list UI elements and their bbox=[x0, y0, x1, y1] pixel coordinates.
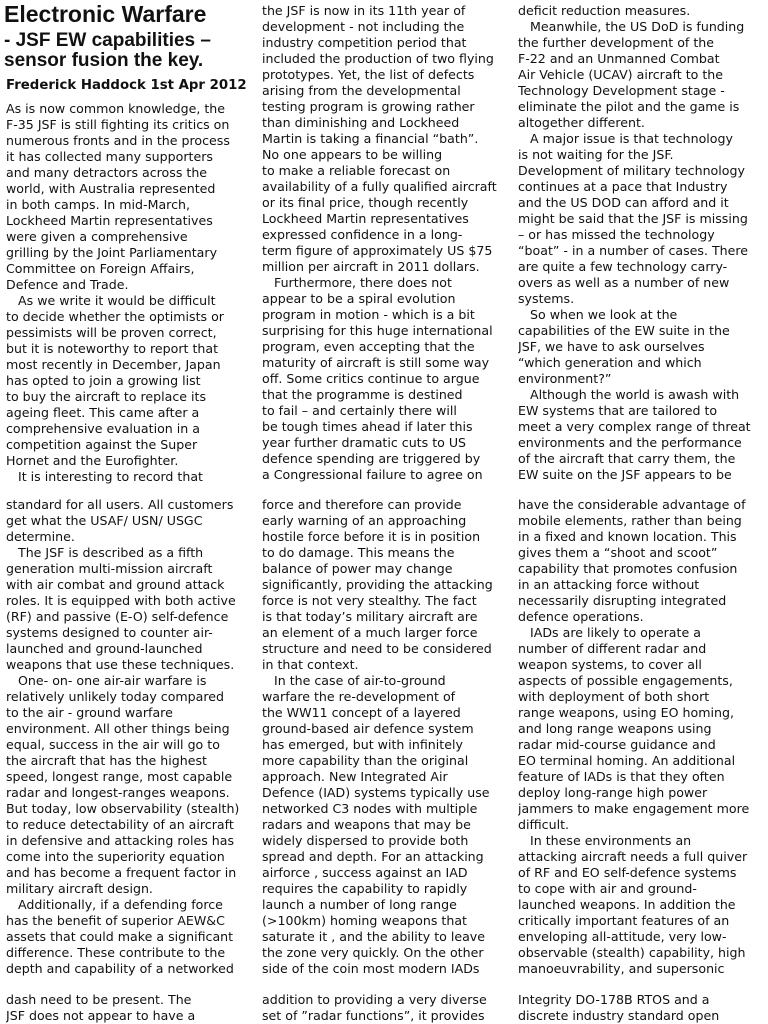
subtitle-line: - JSF EW capabilities – bbox=[4, 30, 211, 51]
text-line: a Congressional failure to agree on bbox=[262, 467, 483, 482]
text-line: launch a number of long range bbox=[262, 897, 457, 912]
text-line: world, with Australia represented bbox=[6, 181, 216, 196]
text-line: Defence (IAD) systems typically use bbox=[262, 785, 490, 800]
text-line: systems designed to counter air- bbox=[6, 625, 213, 640]
text-line: have the considerable advantage of bbox=[518, 497, 746, 512]
byline: Frederick Haddock 1st Apr 2012 bbox=[6, 78, 247, 93]
text-line: is that today’s military aircraft are bbox=[262, 609, 478, 624]
text-line: enveloping all-attitude, very low- bbox=[518, 929, 727, 944]
text-line: EO terminal homing. An additional bbox=[518, 753, 736, 768]
text-line: observable (stealth) capability, high bbox=[518, 945, 746, 960]
text-line: assets that could make a significant bbox=[6, 929, 234, 944]
text-line: come into the superiority equation bbox=[6, 849, 225, 864]
text-line: in a fixed and known location. This bbox=[518, 529, 737, 544]
text-line: of RF and EO self-defence systems bbox=[518, 865, 737, 880]
text-line: radar and longest-ranges weapons. bbox=[6, 785, 230, 800]
text-line: continues at a pace that Industry bbox=[518, 179, 728, 194]
text-line: Integrity DO-178B RTOS and a bbox=[518, 992, 710, 1007]
text-line: Although the world is awash with bbox=[518, 387, 740, 402]
text-line: airforce , success against an IAD bbox=[262, 865, 468, 880]
text-line: maturity of aircraft is still some way bbox=[262, 355, 490, 370]
text-line: F-22 and an Unmanned Combat bbox=[518, 51, 720, 66]
text-line: grilling by the Joint Parliamentary bbox=[6, 245, 218, 260]
subtitle-line: sensor fusion the key. bbox=[4, 50, 204, 71]
top-column-2 bbox=[262, 3, 507, 483]
text-line: that the programme is destined bbox=[262, 387, 463, 402]
text-line: expressed confidence in a long- bbox=[262, 227, 463, 242]
text-line: “boat” - in a number of cases. There bbox=[518, 243, 749, 258]
text-line: eliminate the pilot and the game is bbox=[518, 99, 740, 114]
text-line: equal, success in the air will go to bbox=[6, 737, 220, 752]
text-line: of the aircraft that carry them, the bbox=[518, 451, 736, 466]
text-line: Hornet and the Eurofighter. bbox=[6, 453, 179, 468]
text-line: industry competition period that bbox=[262, 35, 467, 50]
top-column-3 bbox=[518, 3, 763, 483]
top-column-1 bbox=[6, 101, 251, 485]
text-line: manoeuvrability, and supersonic bbox=[518, 961, 725, 976]
text-line: military aircraft design. bbox=[6, 881, 153, 896]
text-line: to decide whether the optimists or bbox=[6, 309, 224, 324]
text-line: and has become a frequent factor in bbox=[6, 865, 237, 880]
text-line: radars and weapons that may be bbox=[262, 817, 471, 832]
text-line: radar mid-course guidance and bbox=[518, 737, 716, 752]
text-line: relatively unlikely today compared bbox=[6, 689, 225, 704]
text-line: requires the capability to rapidly bbox=[262, 881, 468, 896]
text-line: It is interesting to record that bbox=[6, 469, 203, 484]
text-line: One- on- one air-air warfare is bbox=[6, 673, 207, 688]
text-line: the further development of the bbox=[518, 35, 715, 50]
text-line: in both camps. In mid-March, bbox=[6, 197, 190, 212]
text-line: capabilities of the EW suite in the bbox=[518, 323, 730, 338]
text-line: has emerged, but with infinitely bbox=[262, 737, 463, 752]
middle-column-1 bbox=[6, 497, 251, 977]
text-line: As is now common knowledge, the bbox=[6, 101, 226, 116]
text-line: But today, low observability (stealth) bbox=[6, 801, 240, 816]
text-line: aspects of possible engagements, bbox=[518, 673, 733, 688]
text-line: and the US DOD can afford and it bbox=[518, 195, 729, 210]
text-line: environments and the performance bbox=[518, 435, 742, 450]
text-line: deploy long-range high power bbox=[518, 785, 708, 800]
middle-column-2 bbox=[262, 497, 507, 977]
text-line: with deployment of both short bbox=[518, 689, 710, 704]
text-line: determine. bbox=[6, 529, 75, 544]
bottom-column-2 bbox=[262, 992, 507, 1024]
text-line: or its final price, though recently bbox=[262, 195, 469, 210]
text-line: Technology Development stage - bbox=[518, 83, 725, 98]
text-line: in an attacking force without bbox=[518, 577, 700, 592]
text-line: has the benefit of superior AEW&C bbox=[6, 913, 225, 928]
text-line: testing program is growing rather bbox=[262, 99, 475, 114]
text-line: pessimists will be proven correct, bbox=[6, 325, 217, 340]
text-line: number of different radar and bbox=[518, 641, 707, 656]
text-line: Lockheed Martin representatives bbox=[6, 213, 213, 228]
article-title: Electronic Warfare bbox=[4, 1, 207, 27]
text-line: Additionally, if a defending force bbox=[6, 897, 223, 912]
text-line: As we write it would be difficult bbox=[6, 293, 216, 308]
text-line: difficult. bbox=[518, 817, 570, 832]
text-line: force and therefore can provide bbox=[262, 497, 462, 512]
text-line: more capability than the original bbox=[262, 753, 469, 768]
text-line: widely dispersed to provide both bbox=[262, 833, 469, 848]
text-line: term figure of approximately US $75 bbox=[262, 243, 493, 258]
article-subtitle bbox=[4, 31, 254, 71]
text-line: to buy the aircraft to replace its bbox=[6, 389, 207, 404]
text-line: has opted to join a growing list bbox=[6, 373, 201, 388]
text-line: arising from the developmental bbox=[262, 83, 461, 98]
text-line: Defence and Trade. bbox=[6, 277, 129, 292]
text-line: force is not very stealthy. The fact bbox=[262, 593, 477, 608]
text-line: to fail – and certainly there will bbox=[262, 403, 457, 418]
text-line: generation multi-mission aircraft bbox=[6, 561, 213, 576]
text-line: meet a very complex range of threat bbox=[518, 419, 751, 434]
text-line: availability of a fully qualified aircraft bbox=[262, 179, 497, 194]
text-line: set of ”radar functions”, it provides bbox=[262, 1008, 485, 1023]
text-line: defence operations. bbox=[518, 609, 644, 624]
text-line: altogether different. bbox=[518, 115, 645, 130]
text-line: were given a comprehensive bbox=[6, 229, 188, 244]
text-line: ageing fleet. This came after a bbox=[6, 405, 200, 420]
text-line: to make a reliable forecast on bbox=[262, 163, 451, 178]
text-line: included the production of two flying bbox=[262, 51, 494, 66]
text-line: So when we look at the bbox=[518, 307, 678, 322]
text-line: and long range weapons using bbox=[518, 721, 712, 736]
text-line: year further dramatic cuts to US bbox=[262, 435, 467, 450]
text-line: roles. It is equipped with both active bbox=[6, 593, 236, 608]
text-line: – or has missed the technology bbox=[518, 227, 715, 242]
text-line: Martin is taking a financial “bath”. bbox=[262, 131, 479, 146]
text-line: early warning of an approaching bbox=[262, 513, 467, 528]
text-line: saturate it , and the ability to leave bbox=[262, 929, 486, 944]
text-line: (>100km) homing weapons that bbox=[262, 913, 467, 928]
text-line: warfare the re-development of bbox=[262, 689, 456, 704]
text-line: Meanwhile, the US DoD is funding bbox=[518, 19, 745, 34]
text-line: Development of military technology bbox=[518, 163, 745, 178]
text-line: and many detractors across the bbox=[6, 165, 208, 180]
text-line: off. Some critics continue to argue bbox=[262, 371, 480, 386]
text-line: weapons that use these techniques. bbox=[6, 657, 235, 672]
text-line: EW systems that are tailored to bbox=[518, 403, 718, 418]
text-line: the WW11 concept of a layered bbox=[262, 705, 461, 720]
text-line: launched weapons. In addition the bbox=[518, 897, 736, 912]
text-line: feature of IADs is that they often bbox=[518, 769, 725, 784]
text-line: depth and capability of a networked bbox=[6, 961, 234, 976]
text-line: EW suite on the JSF appears to be bbox=[518, 467, 732, 482]
text-line: gives them a “shoot and scoot” bbox=[518, 545, 718, 560]
text-line: Air Vehicle (UCAV) aircraft to the bbox=[518, 67, 724, 82]
text-line: to cope with air and ground- bbox=[518, 881, 697, 896]
text-line: the JSF is now in its 11th year of bbox=[262, 3, 466, 18]
text-line: IADs are likely to operate a bbox=[518, 625, 701, 640]
text-line: side of the coin most modern IADs bbox=[262, 961, 480, 976]
text-line: to the air - ground warfare bbox=[6, 705, 173, 720]
text-line: appear to be a spiral evolution bbox=[262, 291, 456, 306]
text-line: discrete industry standard open bbox=[518, 1008, 720, 1023]
text-line: most recently in December, Japan bbox=[6, 357, 221, 372]
text-line: spread and depth. For an attacking bbox=[262, 849, 484, 864]
text-line: prototypes. Yet, the list of defects bbox=[262, 67, 475, 82]
text-line: necessarily disrupting integrated bbox=[518, 593, 727, 608]
text-line: than diminishing and Lockheed bbox=[262, 115, 460, 130]
text-line: get what the USAF/ USN/ USGC bbox=[6, 513, 203, 528]
bottom-column-1 bbox=[6, 992, 251, 1024]
text-line: weapon systems, to cover all bbox=[518, 657, 702, 672]
text-line: dash need to be present. The bbox=[6, 992, 192, 1007]
text-line: the zone very quickly. On the other bbox=[262, 945, 484, 960]
text-line: an element of a much larger force bbox=[262, 625, 478, 640]
middle-column-3 bbox=[518, 497, 763, 977]
text-line: critically important features of an bbox=[518, 913, 730, 928]
text-line: comprehensive evaluation in a bbox=[6, 421, 200, 436]
text-line: ground-based air defence system bbox=[262, 721, 474, 736]
text-line: environment?” bbox=[518, 371, 612, 386]
text-line: The JSF is described as a fifth bbox=[6, 545, 204, 560]
text-line: No one appears to be willing bbox=[262, 147, 443, 162]
text-line: to reduce detectability of an aircraft bbox=[6, 817, 234, 832]
text-line: Furthermore, there does not bbox=[262, 275, 452, 290]
text-line: competition against the Super bbox=[6, 437, 198, 452]
text-line: addition to providing a very diverse bbox=[262, 992, 487, 1007]
text-line: A major issue is that technology bbox=[518, 131, 733, 146]
text-line: speed, longest range, most capable bbox=[6, 769, 233, 784]
text-line: In the case of air-to-ground bbox=[262, 673, 446, 688]
text-line: but it is noteworthy to report that bbox=[6, 341, 219, 356]
text-line: launched and ground-launched bbox=[6, 641, 203, 656]
text-line: networked C3 nodes with multiple bbox=[262, 801, 478, 816]
text-line: balance of power may change bbox=[262, 561, 453, 576]
text-line: structure and need to be considered bbox=[262, 641, 492, 656]
text-line: In these environments an bbox=[518, 833, 692, 848]
text-line: Committee on Foreign Affairs, bbox=[6, 261, 195, 276]
text-line: (RF) and passive (E-O) self-defence bbox=[6, 609, 229, 624]
text-line: are quite a few technology carry- bbox=[518, 259, 728, 274]
text-line: defence spending are triggered by bbox=[262, 451, 481, 466]
text-line: it has collected many supporters bbox=[6, 149, 213, 164]
text-line: standard for all users. All customers bbox=[6, 497, 234, 512]
text-line: difference. These contribute to the bbox=[6, 945, 226, 960]
text-line: surprising for this huge international bbox=[262, 323, 493, 338]
text-line: the aircraft that has the highest bbox=[6, 753, 207, 768]
text-line: range weapons, using EO homing, bbox=[518, 705, 734, 720]
text-line: F-35 JSF is still fighting its critics on bbox=[6, 117, 230, 132]
text-line: capability that promotes confusion bbox=[518, 561, 738, 576]
text-line: be tough times ahead if later this bbox=[262, 419, 473, 434]
text-line: might be said that the JSF is missing bbox=[518, 211, 748, 226]
text-line: environment. All other things being bbox=[6, 721, 230, 736]
text-line: development - not including the bbox=[262, 19, 465, 34]
text-line: hostile force before it is in position bbox=[262, 529, 481, 544]
text-line: systems. bbox=[518, 291, 575, 306]
text-line: with air combat and ground attack bbox=[6, 577, 225, 592]
bottom-column-3 bbox=[518, 992, 763, 1024]
text-line: in defensive and attacking roles has bbox=[6, 833, 235, 848]
text-line: significantly, providing the attacking bbox=[262, 577, 493, 592]
text-line: million per aircraft in 2011 dollars. bbox=[262, 259, 480, 274]
text-line: “which generation and which bbox=[518, 355, 702, 370]
text-line: numerous fronts and in the process bbox=[6, 133, 230, 148]
text-line: attacking aircraft needs a full quiver bbox=[518, 849, 748, 864]
text-line: JSF, we have to ask ourselves bbox=[518, 339, 705, 354]
text-line: program in motion - which is a bit bbox=[262, 307, 475, 322]
text-line: overs as well as a number of new bbox=[518, 275, 730, 290]
text-line: Lockheed Martin representatives bbox=[262, 211, 469, 226]
text-line: JSF does not appear to have a bbox=[6, 1008, 196, 1023]
text-line: mobile elements, rather than being bbox=[518, 513, 742, 528]
text-line: to do damage. This means the bbox=[262, 545, 455, 560]
text-line: deficit reduction measures. bbox=[518, 3, 691, 18]
text-line: in that context. bbox=[262, 657, 359, 672]
text-line: program, even accepting that the bbox=[262, 339, 475, 354]
text-line: jammers to make engagement more bbox=[518, 801, 750, 816]
text-line: approach. New Integrated Air bbox=[262, 769, 448, 784]
text-line: is not waiting for the JSF. bbox=[518, 147, 674, 162]
